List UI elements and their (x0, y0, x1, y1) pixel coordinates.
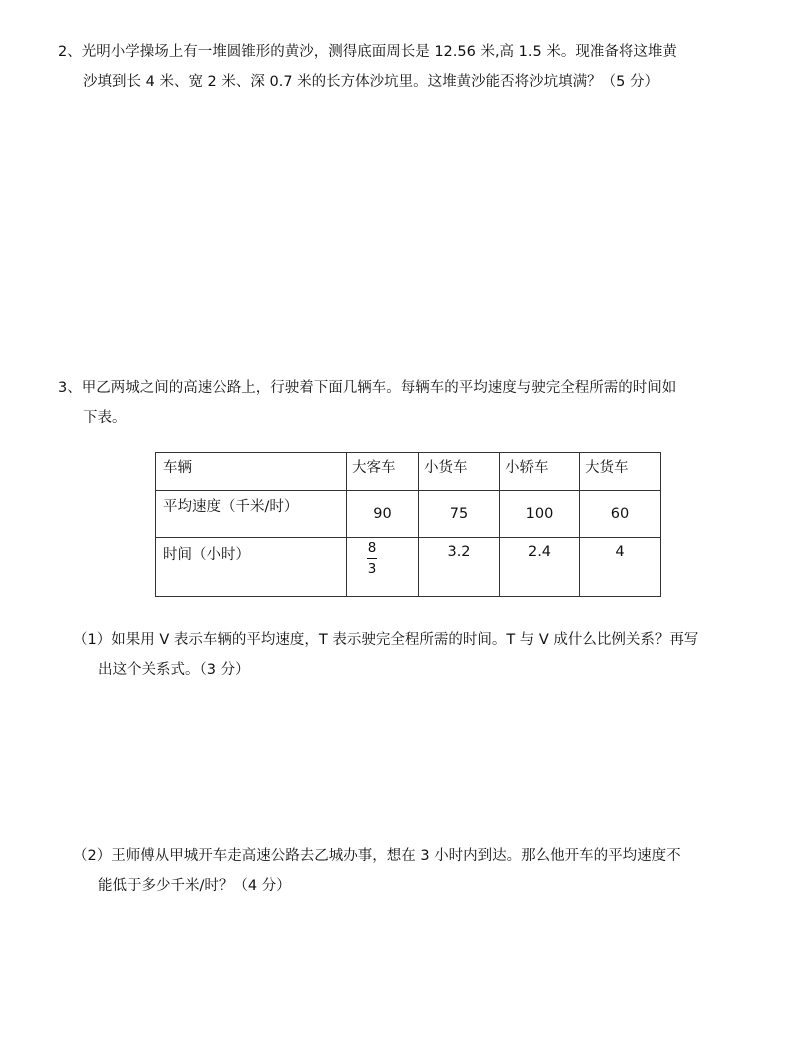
table-header-cell: 大货车 (580, 453, 661, 491)
table-cell (580, 538, 661, 597)
table-cell-value: 3.2 (447, 544, 471, 560)
question-3-line-1: 3、甲乙两城之间的高速公路上，行驶着下面几辆车。每辆车的平均速度与驶完全程所需的时间如 (58, 380, 677, 396)
table-header-cell: 小轿车 (500, 453, 580, 491)
table-header-cell: 车辆 (156, 453, 347, 491)
sub-question-2 (73, 841, 738, 901)
table-cell: 75 (419, 491, 500, 538)
fraction-numerator: 8 (367, 540, 377, 556)
table-row-speed (156, 491, 661, 538)
table-cell-value: 4 (615, 544, 625, 560)
table-header-cell: 小货车 (419, 453, 500, 491)
table-row-label: 平均速度（千米/时） (156, 491, 347, 538)
question-2-line-2: 沙填到长 4 米、宽 2 米、深 0.7 米的长方体沙坑里。这堆黄沙能否将沙坑填满？（5 分） (83, 74, 659, 90)
table-cell: 60 (580, 491, 661, 538)
table-cell (419, 538, 500, 597)
table-cell (500, 538, 580, 597)
table-header-row (156, 453, 661, 491)
question-2 (58, 37, 738, 97)
sub-question-1-line-1: （1）如果用 V 表示车辆的平均速度，T 表示驶完全程所需的时间。T 与 V 成什么比例关系？再写 (73, 632, 699, 648)
table-cell: 90 (347, 491, 419, 538)
sub-question-1-line-2: 出这个关系式。（3 分） (98, 662, 250, 678)
sub-question-2-line-2: 能低于多少千米/时？（4 分） (98, 878, 291, 894)
fraction-bar (367, 558, 377, 559)
table-cell-fraction (347, 538, 419, 597)
sub-question-2-line-1: （2）王师傅从甲城开车走高速公路去乙城办事，想在 3 小时内到达。那么他开车的平均速度不 (73, 848, 681, 864)
sub-question-1 (73, 625, 738, 685)
question-3 (58, 373, 738, 433)
table-row-label: 时间（小时） (156, 538, 347, 597)
table-cell-value: 2.4 (527, 544, 552, 560)
question-3-line-2: 下表。 (83, 410, 127, 426)
fraction (367, 540, 377, 577)
vehicle-table (155, 452, 661, 597)
table-row-time (156, 538, 661, 597)
fraction-denominator: 3 (367, 561, 377, 577)
question-2-line-1: 2、光明小学操场上有一堆圆锥形的黄沙，测得底面周长是 12.56 米,高 1.5 米。现准备将这堆黄 (58, 44, 677, 60)
table-header-cell: 大客车 (347, 453, 419, 491)
table-cell: 100 (500, 491, 580, 538)
